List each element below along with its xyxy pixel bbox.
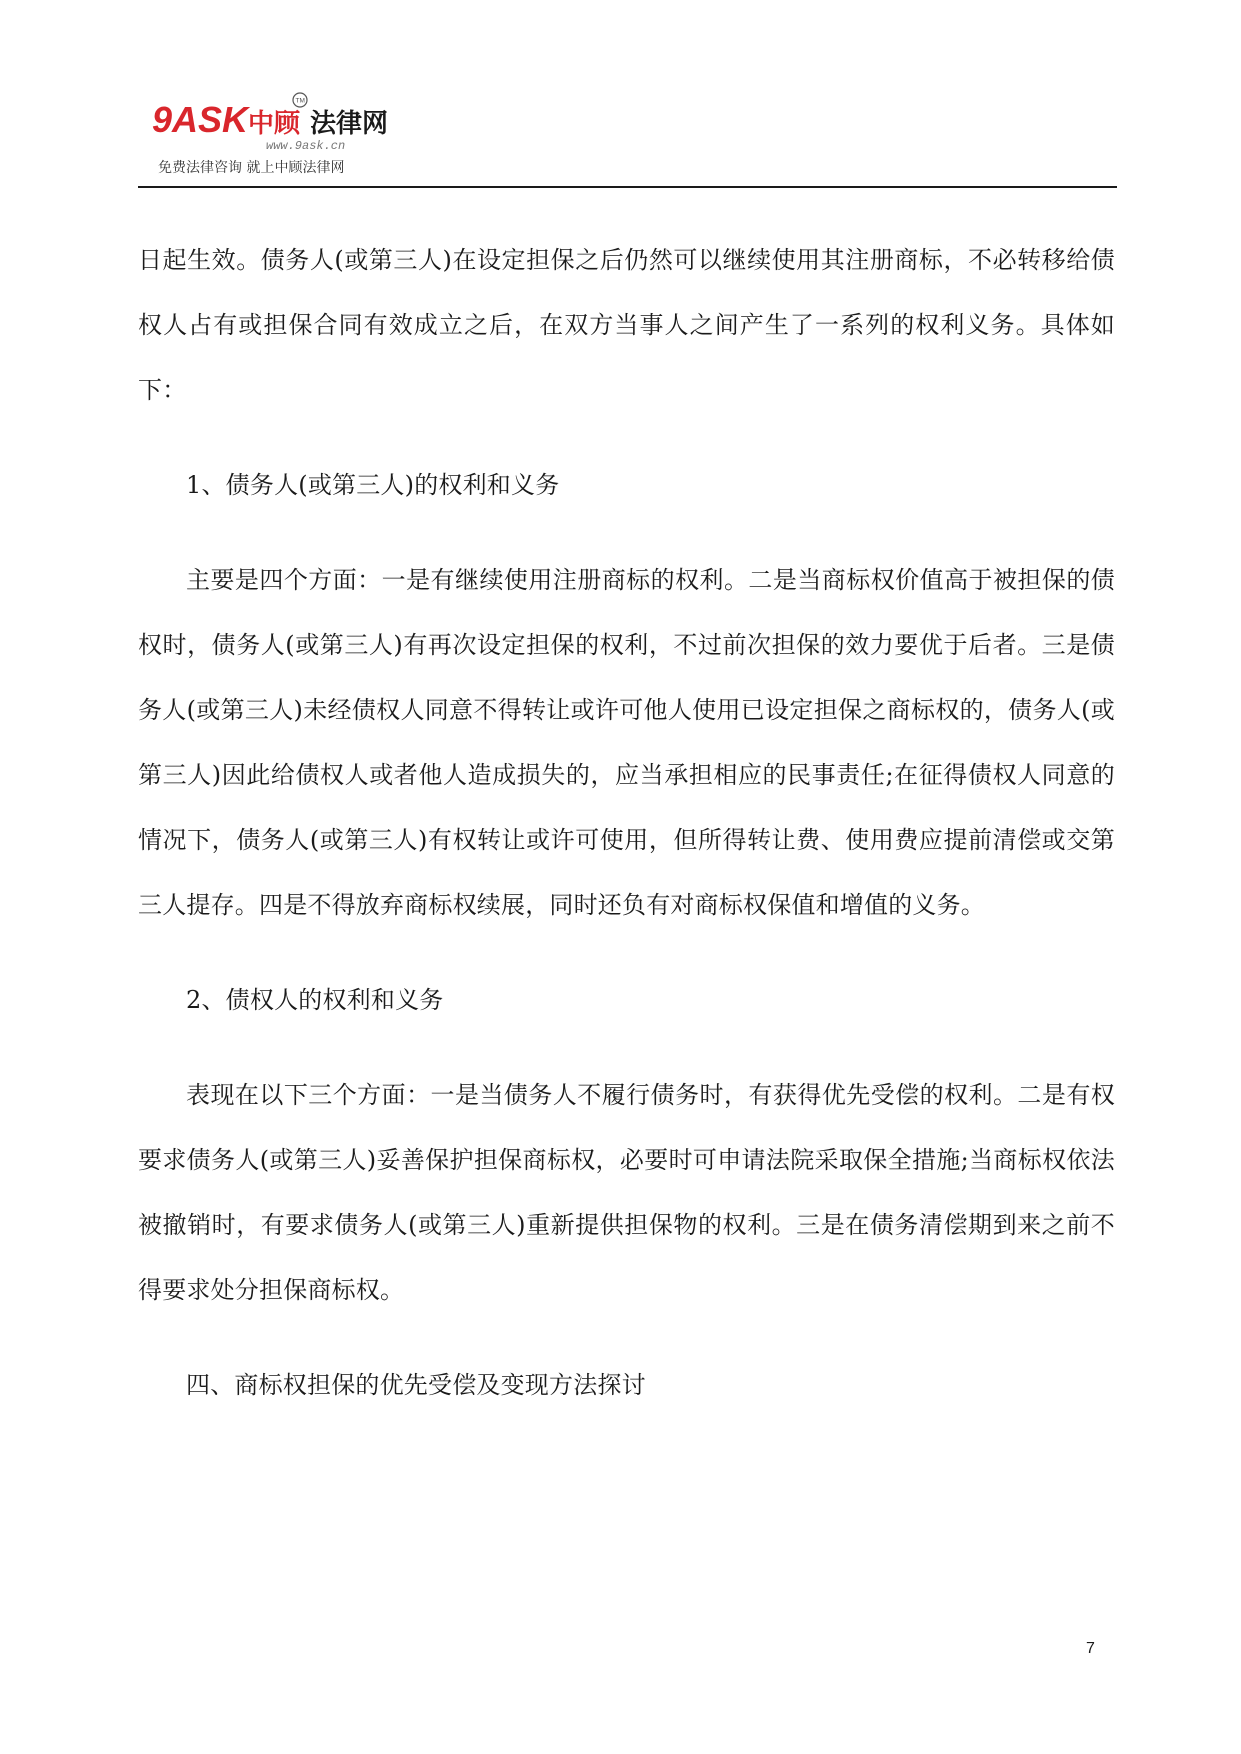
logo-url: www.9ask.cn (266, 139, 346, 153)
page-number: 7 (1086, 1640, 1095, 1657)
document-body (138, 228, 1115, 1418)
paragraph-gap (138, 938, 1115, 968)
logo-tagline: 免费法律咨询 就上中顾法律网 (158, 160, 345, 176)
section-heading-debtor: 1、债务人(或第三人)的权利和义务 (186, 471, 560, 499)
section-heading-creditor: 2、债权人的权利和义务 (186, 986, 444, 1014)
logo-cn-name: 中顾 (248, 109, 301, 139)
logo-mark: 9ASK (152, 99, 249, 140)
section-heading-four: 四、商标权担保的优先受偿及变现方法探讨 (186, 1371, 646, 1399)
paragraph-continued: 日起生效。债务人(或第三人)在设定担保之后仍然可以继续使用其注册商标，不必转移给债权人占有或担保合同有效成立之后，在双方当事人之间产生了一系列的权利义务。具体如下： (138, 246, 1115, 404)
logo-site-name: 法律网 (310, 109, 389, 139)
paragraph-gap (138, 1033, 1115, 1063)
page-header (138, 92, 1118, 184)
header-divider (138, 186, 1117, 188)
paragraph-gap (138, 1323, 1115, 1353)
logo-graphic (152, 92, 414, 178)
site-logo (152, 92, 414, 178)
paragraph-gap (138, 518, 1115, 548)
paragraph-gap (138, 423, 1115, 453)
logo-tm: TM (295, 97, 305, 105)
paragraph-debtor-rights: 主要是四个方面：一是有继续使用注册商标的权利。二是当商标权价值高于被担保的债权时，债务人(或第三人)有再次设定担保的权利，不过前次担保的效力要优于后者。三是债务人(或第三人)未经债权人同意不得转让或许可他人使用已设定担保之商标权的，债务人(或第三人)因此给债权人或者他人造成损失的，应当承担相应的民事责任;在征得债权人同意的情况下，债务人(或第三人)有权转让或许可使用，但所得转让费、使用费应提前清偿或交第三人提存。四是不得放弃商标权续展，同时还负有对商标权保值和增值的义务。 (138, 566, 1115, 919)
paragraph-creditor-rights: 表现在以下三个方面：一是当债务人不履行债务时，有获得优先受偿的权利。二是有权要求债务人(或第三人)妥善保护担保商标权，必要时可申请法院采取保全措施;当商标权依法被撤销时，有要求债务人(或第三人)重新提供担保物的权利。三是在债务清偿期到来之前不得要求处分担保商标权。 (138, 1081, 1115, 1304)
